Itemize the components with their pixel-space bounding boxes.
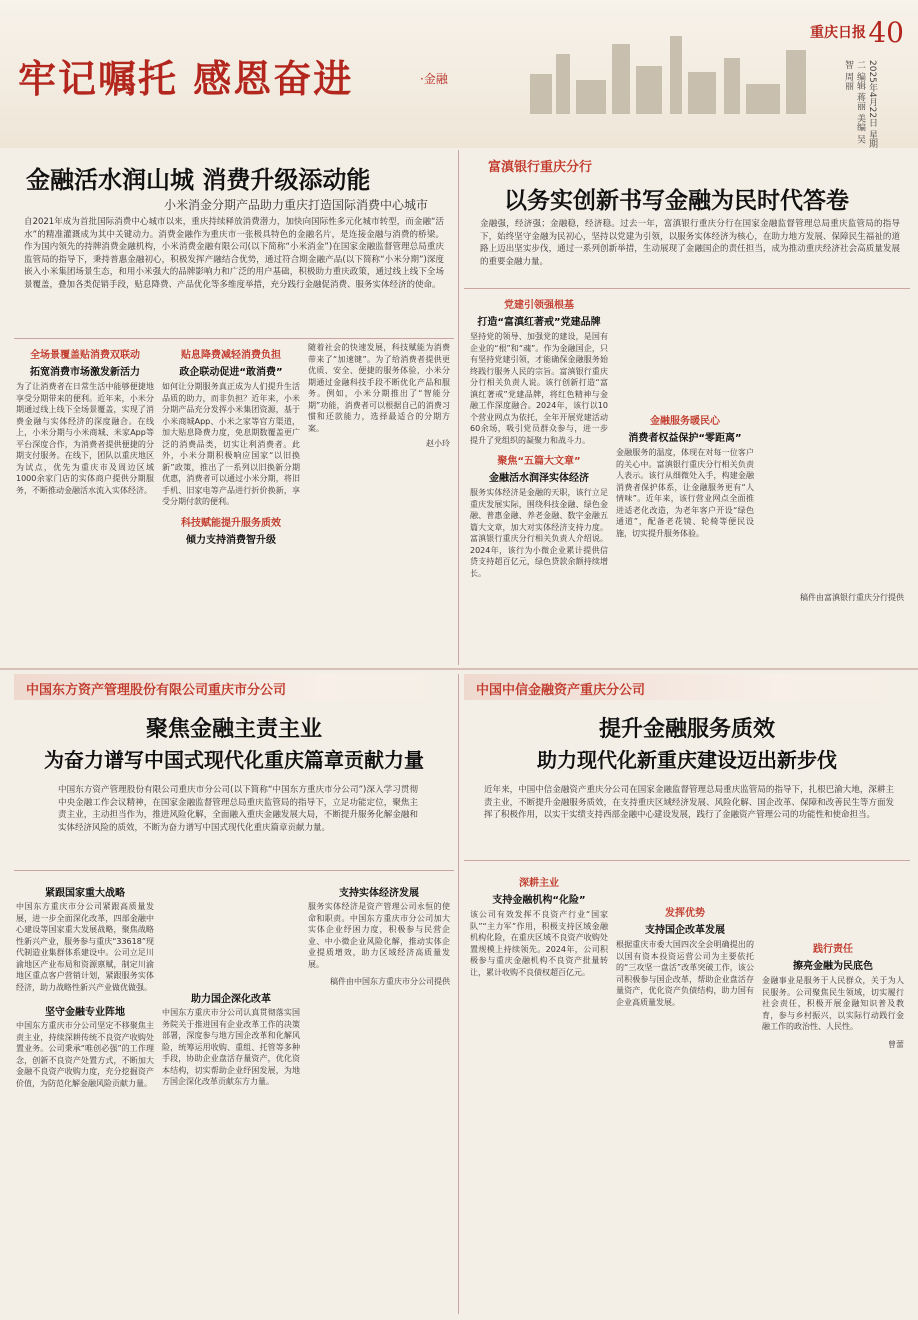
article-fudian-lead: 金融强，经济强；金融稳，经济稳。过去一年，富滇银行重庆分行在国家金融监督管理总局重庆监管局的指导下，始终坚守金融为民初心，坚持以党建为引领，以服务实体经济为核心，在助力地方发展、保障民生福祉的道路上迈出坚实步伐，通过一系列创新举措，生动展现了金融国企的责任担当，成为推动重庆经济社会高质量发展的重要金融力量。 [480, 219, 900, 267]
section-subtitle: 支持金融机构“化险” [492, 895, 586, 906]
section-body: 坚持党的领导、加强党的建设，是国有企业的“根”和“魂”。作为金融国企，只有坚持党建引领，才能确保金融服务始终践行服务人民的宗旨。富滇银行重庆分行相关负责人说。该行创新打造“富滇红著戒”党建品牌，将红色精神与金融工作深度融合。2024年，该行以10个营业网点为依托，全年开展党建活动60余场，吸引党员群众参与，进一步提升了党组织的凝聚力和战斗力。 [470, 332, 608, 445]
article-xiaomi-headline: 金融活水润山城 消费升级添动能 [26, 165, 371, 194]
article-fudian-kicker: 富滇银行重庆分行 [488, 160, 593, 175]
section-body: 随着社会的快速发展，科技赋能为消费带来了“加速键”。为了给消费者提供更优质、安全、便捷的服务体验，小米分期通过金融科技手段不断优化产品和服务。例如，小米分期推出了“智能分期”功能，消费者可以根据自己的消费习惯和还款能力，选择最适合的分期方案。 [308, 343, 450, 433]
section-body: 该公司有效发挥不良资产行业“国家队”“主力军”作用，积极支持区域金融机构化险，在重庆区域不良资产收购处置规模上持续领先。2024年，公司积极参与重庆金融机构不良资产批量转让，累计收购不良债权超百亿元。 [470, 910, 608, 977]
masthead [0, 0, 918, 148]
byline: 赵小玲 [426, 439, 450, 448]
article-citic-kicker: 中国中信金融资产重庆分公司 [476, 683, 646, 698]
article-xiaomi-subhead: 小米消金分期产品助力重庆打造国际消费中心城市 [164, 198, 429, 212]
article-fudian-headline: 以务实创新书写金融为民时代答卷 [504, 187, 849, 214]
article-dongfang-col1 [16, 880, 154, 1310]
section-body: 中国东方重庆市分公司紧跟高质量发展，进一步全面深化改革，四部金融中心建设等国家重大发展战略，聚焦战略性新兴产业，服务参与重庆“33618”现代制造业集群体系建设中。公司立足川渝地区产业布局和资源禀赋，制定川渝地区重点客户营销计划，紧跟服务实体经济，助力战略性新兴产业做优做强。 [16, 902, 154, 992]
masthead-section: ·金融 [420, 72, 448, 86]
section-subtitle: 倾力支持消费智升级 [186, 534, 276, 546]
section-subtitle: 拓宽消费市场激发新活力 [30, 367, 140, 378]
article-dongfang [14, 674, 454, 1314]
section-body: 金融事业是服务于人民群众，关于为人民服务。公司聚焦民生领域，切实履行社会责任，积极开展金融知识普及教育，参与乡村振兴，以实际行动践行金融工作的政治性、人民性。 [762, 976, 904, 1031]
article-fudian [464, 150, 910, 665]
section-body: 中国东方重庆市分公司坚定不移聚焦主责主业，持续深耕传统不良资产收购处置业务。公司秉承“唯创必强”的工作理念，创新不良资产处置方式，不断加大金融不良资产收购力度，充分挖掘资产价值，为防范化解金融风险贡献力量。 [16, 1021, 154, 1088]
section-title: 助力国企深化改革 [191, 994, 271, 1005]
article-citic-col3 [762, 870, 904, 1310]
article-citic-col2 [616, 870, 754, 1310]
section-body: 服务实体经济是资产管理公司永恒的使命和职责。中国东方重庆市分公司加大实体企业纾困力度，积极参与民营企业、中小微企业风险化解，推动实体企业提质增效，助力区域经济高质量发展。 [308, 902, 450, 969]
article-citic [464, 674, 910, 1314]
article-dongfang-headline-2: 为奋力谱写中国式现代化重庆篇章贡献力量 [44, 748, 424, 772]
section-title: 科技赋能提升服务质效 [181, 517, 281, 529]
article-xiaomi-col1 [16, 342, 154, 660]
section-body: 金融服务的温度，体现在对每一位客户的关心中。富滇银行重庆分行相关负责人表示。该行从细微处入手，构建金融消费者保护体系，让金融服务更有“人情味”。近年来，该行营业网点全面推进适老化改造，为老年客户开设“绿色通道”，配备老花镜、轮椅等便民设施，切实提升服务体验。 [616, 448, 754, 538]
byline: 稿件由富滇银行重庆分行提供 [800, 593, 904, 602]
skyline-illustration [520, 34, 820, 114]
article-xiaomi-col2 [162, 342, 300, 660]
article-xiaomi-col3 [308, 342, 450, 660]
section-body: 中国东方重庆市分公司认真贯彻落实国务院关于推进国有企业改革工作的决策部署，深度参与地方国企改革和化解风险，统筹运用收购、重组、托管等多种手段，协助企业盘活存量资产，优化资本结构，切实帮助企业纾困发展，为地方国企深化改革贡献东方力量。 [162, 1008, 300, 1086]
article-fudian-col2 [616, 292, 754, 660]
section-subtitle: 政企联动促进“敢消费” [179, 367, 283, 378]
article-xiaomi [14, 150, 454, 665]
section-body: 服务实体经济是金融的天职，该行立足重庆发展实际，围绕科技金融、绿色金融、普惠金融、养老金融、数字金融五篇大文章，加大对实体经济支持力度。富滇银行重庆分行相关负责人介绍说。2024年，该行为小微企业累计提供信贷支持超百亿元，绿色贷款余额持续增长。 [470, 488, 608, 578]
section-title: 践行责任 [813, 944, 853, 955]
article-dongfang-col2 [162, 880, 300, 1310]
section-subtitle: 消费者权益保护“零距离” [628, 433, 742, 444]
date-line: 2025年4月22日 星期二 编辑 蒋丽 美编 吴智 周丽 [843, 60, 877, 148]
article-dongfang-kicker: 中国东方资产管理股份有限公司重庆市分公司 [26, 683, 287, 698]
section-subtitle: 打造“富滇红著戒”党建品牌 [477, 317, 601, 328]
paper-logo: 重庆日报 [810, 25, 866, 41]
section-subtitle: 金融活水润泽实体经济 [489, 473, 589, 484]
masthead-slogan: 牢记嘱托 感恩奋进 [18, 56, 354, 101]
section-title: 全场景覆盖贴消费双联动 [30, 350, 140, 361]
byline: 稿件由中国东方重庆市分公司提供 [330, 977, 450, 986]
section-title: 金融服务暖民心 [650, 416, 720, 427]
article-fudian-col3 [762, 292, 904, 660]
section-title: 发挥优势 [665, 908, 705, 919]
section-body: 为了让消费者在日常生活中能够便捷地享受分期带来的便利。近年来，小米分期通过线上线下全场景覆盖，实现了消费金融与实体经济的深度融合。在线上，小米分期与小米商城、米家App等平台深度合作，为消费者提供便捷的分期支付服务。在线下，团队以重庆地区为试点，优先为重庆市及周边区域1000余家门店的实体商户提供分期服务，不断推动金融活水流入实体经济。 [16, 382, 154, 495]
article-xiaomi-lead: 自2021年成为首批国际消费中心城市以来，重庆持续释放消费潜力，加快向国际性多元化城市转型，而金融“活水”的精准灌溉成为其中关键动力。消费金融作为重庆市一张极具特色的金融名片，是连接金融与消费的桥梁。作为国内领先的持牌消费金融机构，小米消费金融有限公司(以下简称“小米消金”)在国家金融监督管理总局重庆监管局的指导下，秉持普惠金融初心，积极发挥产融结合优势，通过符合期金融产品(以下简称“小米分期”)深度嵌入小米集团场景生态，和用小米强大的品牌影响力和广泛的用户基础，积极助力重庆政策，通过线上线下全场景覆盖，叠加各类促销手段，贴息降费、产品优化等多维度举措，充分践行金融促消费、服务实体经济的使命。 [24, 217, 444, 290]
article-dongfang-lead: 中国东方资产管理股份有限公司重庆市分公司(以下简称“中国东方重庆市分公司”)深入学习贯彻中央金融工作会议精神，在国家金融监督管理总局重庆监管局的指导下，立足功能定位，聚焦主责主业，主动担当作为，推进风险化解，全面融入重庆金融发展大局，不断提升服务化解金融和实体经济风险的质效，不断为奋力谱写中国式现代化重庆篇章贡献力量。 [58, 785, 418, 833]
article-dongfang-headline-1: 聚焦金融主责主业 [145, 716, 322, 742]
section-body: 根据重庆市委大国四次全会明确提出的以国有资本投资运营公司为主要依托的“三攻坚一盘活”改革突破工作，该公司积极参与国企改革，帮助企业盘活存量资产，优化资产负债结构，助力国有企业高质量发展。 [616, 940, 754, 1007]
section-subtitle: 支持国企改革发展 [645, 925, 725, 936]
page-number: 40 [868, 16, 904, 49]
byline: 曾蕾 [888, 1039, 904, 1049]
article-citic-headline-1: 提升金融服务质效 [598, 716, 775, 742]
article-fudian-col1 [470, 292, 608, 660]
article-citic-headline-2: 助力现代化新重庆建设迈出新步伐 [537, 748, 837, 772]
article-citic-col1 [470, 870, 608, 1310]
section-body: 如何让分期服务真正成为人们提升生活品质的助力，而非负担？近年来，小米分期产品充分发挥小米集团资源，基于小米商城App、小米之家等官方渠道，加大贴息降费力度，免息期数覆盖更广泛的消费品类，切实让利消费者。此外，小米分期积极响应国家“以旧换新”政策，推出了一系列以旧换新分期优惠，消费者可以通过小米分期，将旧手机、旧家电等产品进行折价换新，享受分期付款的便利。 [162, 382, 300, 506]
section-subtitle: 擦亮金融为民底色 [793, 961, 873, 972]
section-title: 坚守金融专业阵地 [45, 1007, 125, 1018]
article-citic-lead: 近年来，中国中信金融资产重庆分公司在国家金融监督管理总局重庆监管局的指导下，扎根巴渝大地，深耕主责主业，不断提升金融服务质效，在支持重庆区域经济发展、风险化解、国企改革、保障和改善民生等方面发挥了积极作用，以实干实绩支持西部金融中心建设发展，践行了金融资产管理公司的功能性和使命担当。 [484, 785, 894, 820]
section-title: 深耕主业 [519, 878, 559, 889]
section-title: 党建引领强根基 [504, 300, 574, 311]
section-title: 紧跟国家重大战略 [45, 888, 125, 899]
section-title: 贴息降费减轻消费负担 [181, 350, 281, 361]
section-title: 聚焦“五篇大文章” [497, 456, 581, 467]
article-dongfang-col3 [308, 880, 450, 1310]
section-title: 支持实体经济发展 [339, 888, 419, 899]
